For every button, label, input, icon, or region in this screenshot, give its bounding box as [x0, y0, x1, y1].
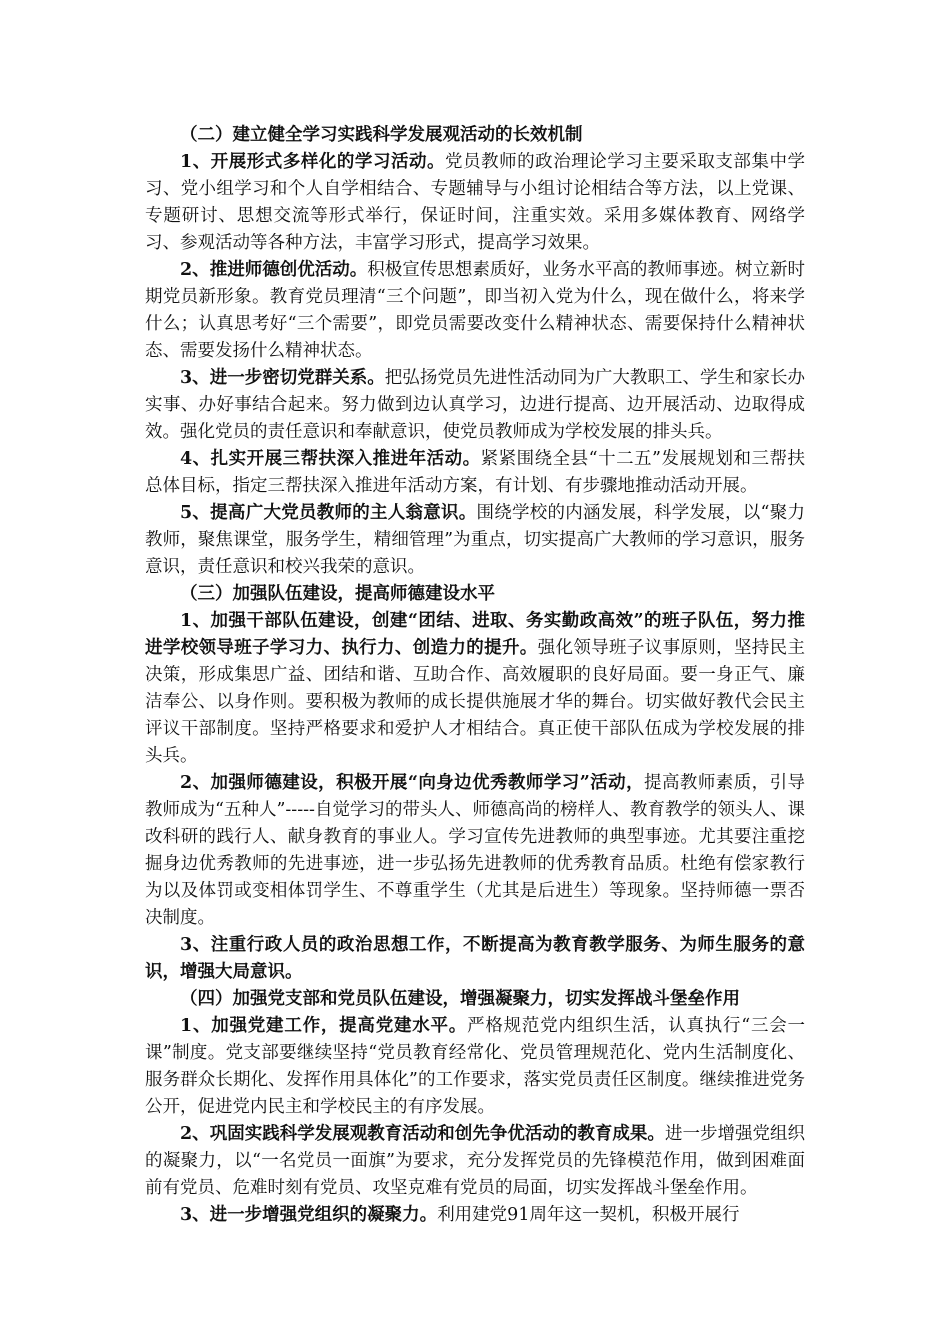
paragraph	[145, 257, 805, 365]
paragraph-text: 强化领导班子议事原则，坚持民主决策，形成集思广益、团结和谐、互助合作、高效履职的良好局面。要一身正气、廉洁奉公、以身作则。要积极为教师的成长提供施展才华的舞台。切实做好教代会民主评议干部制度。坚持严格要求和爱护人才相结合。真正使干部队伍成为学校发展的排头兵。	[145, 638, 806, 766]
section-heading: （二）建立健全学习实践科学发展观活动的长效机制	[180, 125, 583, 145]
paragraph-lead: 4、扎实开展三帮扶深入推进年活动。	[180, 449, 481, 469]
paragraph-lead: 3、进一步增强党组织的凝聚力。	[180, 1205, 438, 1225]
paragraph-lead: 2、推进师德创优活动。	[180, 260, 368, 280]
paragraph-lead: 2、巩固实践科学发展观教育活动和创先争优活动的教育成果。	[180, 1124, 665, 1144]
paragraph-lead: 5、提高广大党员教师的主人翁意识。	[180, 503, 477, 523]
paragraph	[145, 1013, 805, 1121]
section-heading: （四）加强党支部和党员队伍建设，增强凝聚力，切实发挥战斗堡垒作用	[180, 989, 740, 1009]
paragraph-lead: 3、注重行政人员的政治思想工作，不断提高为教育教学服务、为师生服务的意识，增强大局意识。	[145, 935, 805, 982]
paragraph-text: 严格规范党内组织生活，认真执行“三会一课”制度。党支部要继续坚持“党员教育经常化、党员管理规范化、党内生活制度化、服务群众长期化、发挥作用具体化”的工作要求，落实党员责任区制度。继续推进党务公开，促进党内民主和学校民主的有序发展。	[145, 1016, 805, 1117]
paragraph	[145, 1121, 805, 1202]
paragraph-text: 把弘扬党员先进性活动同为广大教职工、学生和家长办实事、办好事结合起来。努力做到边认真学习，边进行提高、边开展活动、边取得成效。强化党员的责任意识和奉献意识，使党员教师成为学校发展的排头兵。	[145, 368, 806, 442]
paragraph-text: 紧紧围绕全县“十二五”发展规划和三帮扶总体目标，指定三帮扶深入推进年活动方案，有计划、有步骤地推动活动开展。	[145, 449, 805, 496]
paragraph-text: 利用建党91周年这一契机，积极开展行	[437, 1205, 740, 1225]
section-heading: （三）加强队伍建设，提高师德建设水平	[180, 584, 495, 604]
paragraph-lead: 1、加强党建工作，提高党建水平。	[180, 1016, 468, 1036]
document-page	[145, 122, 805, 1229]
paragraph	[145, 149, 805, 257]
paragraph	[145, 608, 805, 770]
paragraph-text: 围绕学校的内涵发展，科学发展，以“聚力教师，聚焦课堂，服务学生，精细管理”为重点，切实提高广大教师的学习意识，服务意识，责任意识和校兴我荣的意识。	[145, 503, 805, 577]
paragraph-text: 党员教师的政治理论学习主要采取支部集中学习、党小组学习和个人自学相结合、专题辅导与小组讨论相结合等方法，以上党课、专题研讨、思想交流等形式举行，保证时间，注重实效。采用多媒体教育、网络学习、参观活动等各种方法，丰富学习形式，提高学习效果。	[145, 152, 805, 253]
paragraph-lead: 1、加强干部队伍建设，创建“团结、进取、务实勤政高效”的班子队伍，努力推进学校领导班子学习力、执行力、创造力的提升。	[145, 611, 805, 658]
paragraph-lead: 1、开展形式多样化的学习活动。	[180, 152, 446, 172]
paragraph-text: 提高教师素质，引导教师成为“五种人”-----自觉学习的带头人、师德高尚的榜样人、教育教学的领头人、课改科研的践行人、献身教育的事业人。学习宣传先进教师的典型事迹。尤其要注重挖掘身边优秀教师的先进事迹，进一步弘扬先进教师的优秀教育品质。杜绝有偿家教行为以及体罚或变相体罚学生、不尊重学生（尤其是后进生）等现象。坚持师德一票否决制度。	[145, 773, 806, 928]
paragraph	[145, 446, 805, 500]
paragraph-text: 进一步增强党组织的凝聚力，以“一名党员一面旗”为要求，充分发挥党员的先锋模范作用，做到困难面前有党员、危难时刻有党员、攻坚克难有党员的局面，切实发挥战斗堡垒作用。	[145, 1124, 805, 1198]
paragraph	[145, 1202, 805, 1229]
paragraph-text: 积极宣传思想素质好，业务水平高的教师事迹。树立新时期党员新形象。教育党员理清“三个问题”，即当初入党为什么，现在做什么，将来学什么；认真思考好“三个需要”，即党员需要改变什么精神状态、需要保持什么精神状态、需要发扬什么精神状态。	[145, 260, 805, 361]
paragraph	[145, 500, 805, 581]
paragraph-lead: 3、进一步密切党群关系。	[180, 368, 385, 388]
paragraph	[145, 365, 805, 446]
paragraph	[145, 770, 805, 932]
paragraph	[145, 932, 805, 986]
paragraph-lead: 2、加强师德建设，积极开展“向身边优秀教师学习”活动，	[180, 773, 645, 793]
